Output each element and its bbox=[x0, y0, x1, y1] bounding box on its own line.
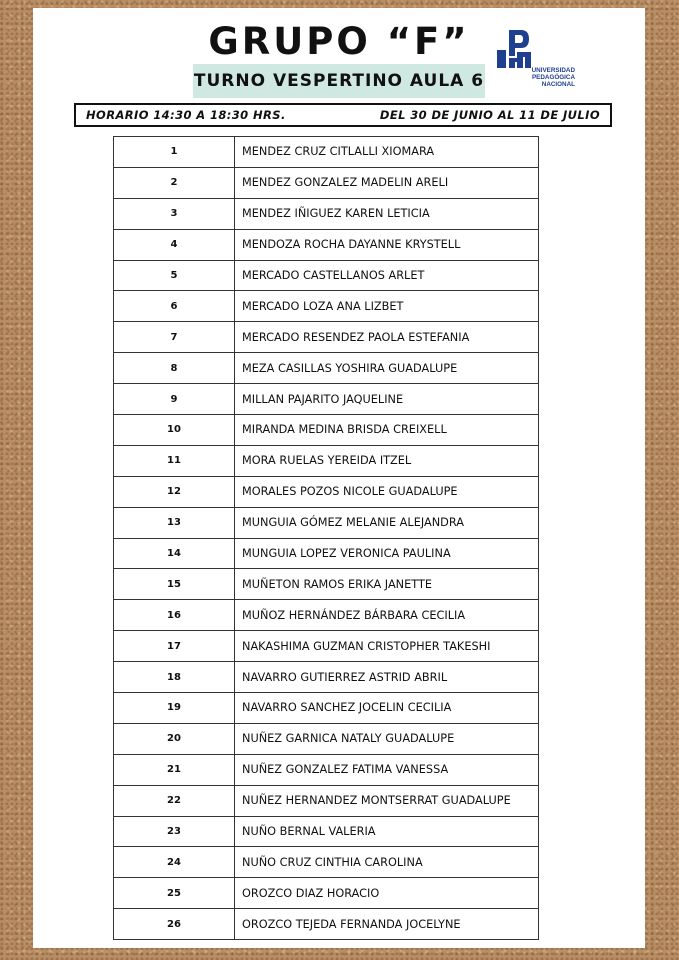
row-number: 22 bbox=[114, 785, 235, 816]
student-name: NAVARRO GUTIERREZ ASTRID ABRIL bbox=[235, 662, 539, 693]
student-name: MUNGUIA LOPEZ VERONICA PAULINA bbox=[235, 538, 539, 569]
table-row bbox=[114, 507, 539, 538]
table-row bbox=[114, 291, 539, 322]
university-logo bbox=[495, 26, 575, 96]
student-name: MERCADO LOZA ANA LIZBET bbox=[235, 291, 539, 322]
student-name: NUÑEZ GONZALEZ FATIMA VANESSA bbox=[235, 754, 539, 785]
table-row bbox=[114, 631, 539, 662]
row-number: 21 bbox=[114, 754, 235, 785]
table-row bbox=[114, 878, 539, 909]
table-row bbox=[114, 353, 539, 384]
logo-line: NACIONAL bbox=[541, 81, 575, 88]
date-range-text: DEL 30 DE JUNIO AL 11 DE JULIO bbox=[379, 108, 600, 122]
table-row bbox=[114, 229, 539, 260]
student-name: NUÑEZ GARNICA NATALY GUADALUPE bbox=[235, 723, 539, 754]
table-row bbox=[114, 569, 539, 600]
table-row bbox=[114, 600, 539, 631]
student-name: NUÑEZ HERNANDEZ MONTSERRAT GUADALUPE bbox=[235, 785, 539, 816]
logo-line: PEDAGÓGICA bbox=[531, 74, 575, 81]
row-number: 9 bbox=[114, 384, 235, 415]
row-number: 15 bbox=[114, 569, 235, 600]
table-row bbox=[114, 723, 539, 754]
row-number: 24 bbox=[114, 847, 235, 878]
student-roster-table bbox=[113, 136, 539, 940]
table-row bbox=[114, 662, 539, 693]
row-number: 17 bbox=[114, 631, 235, 662]
table-row bbox=[114, 384, 539, 415]
student-name: MILLAN PAJARITO JAQUELINE bbox=[235, 384, 539, 415]
student-name: MERCADO RESENDEZ PAOLA ESTEFANIA bbox=[235, 322, 539, 353]
schedule-text: HORARIO 14:30 A 18:30 HRS. bbox=[86, 108, 286, 122]
table-row bbox=[114, 847, 539, 878]
table-row bbox=[114, 538, 539, 569]
table-row bbox=[114, 198, 539, 229]
student-name: NUÑO CRUZ CINTHIA CAROLINA bbox=[235, 847, 539, 878]
row-number: 19 bbox=[114, 693, 235, 724]
row-number: 25 bbox=[114, 878, 235, 909]
document-sheet bbox=[33, 8, 645, 948]
row-number: 11 bbox=[114, 445, 235, 476]
row-number: 5 bbox=[114, 260, 235, 291]
row-number: 10 bbox=[114, 415, 235, 446]
student-name: NAKASHIMA GUZMAN CRISTOPHER TAKESHI bbox=[235, 631, 539, 662]
table-row bbox=[114, 816, 539, 847]
row-number: 6 bbox=[114, 291, 235, 322]
student-name: MUÑOZ HERNÁNDEZ BÁRBARA CECILIA bbox=[235, 600, 539, 631]
student-name: MERCADO CASTELLANOS ARLET bbox=[235, 260, 539, 291]
page-title: GRUPO “F” bbox=[208, 20, 470, 63]
row-number: 2 bbox=[114, 167, 235, 198]
table-row bbox=[114, 322, 539, 353]
student-name: MORA RUELAS YEREIDA ITZEL bbox=[235, 445, 539, 476]
table-row bbox=[114, 260, 539, 291]
schedule-bar bbox=[74, 103, 612, 127]
table-row bbox=[114, 476, 539, 507]
table-row bbox=[114, 909, 539, 940]
row-number: 16 bbox=[114, 600, 235, 631]
student-name: OROZCO DIAZ HORACIO bbox=[235, 878, 539, 909]
row-number: 1 bbox=[114, 137, 235, 168]
row-number: 23 bbox=[114, 816, 235, 847]
student-name: MUÑETON RAMOS ERIKA JANETTE bbox=[235, 569, 539, 600]
row-number: 14 bbox=[114, 538, 235, 569]
table-row bbox=[114, 693, 539, 724]
table-row bbox=[114, 137, 539, 168]
student-name: OROZCO TEJEDA FERNANDA JOCELYNE bbox=[235, 909, 539, 940]
row-number: 26 bbox=[114, 909, 235, 940]
logo-text bbox=[495, 67, 575, 88]
row-number: 3 bbox=[114, 198, 235, 229]
student-name: MORALES POZOS NICOLE GUADALUPE bbox=[235, 476, 539, 507]
subtitle-banner: TURNO VESPERTINO AULA 6 bbox=[193, 64, 485, 98]
row-number: 4 bbox=[114, 229, 235, 260]
table-row bbox=[114, 167, 539, 198]
student-name: MENDOZA ROCHA DAYANNE KRYSTELL bbox=[235, 229, 539, 260]
row-number: 13 bbox=[114, 507, 235, 538]
student-name: MENDEZ IÑIGUEZ KAREN LETICIA bbox=[235, 198, 539, 229]
student-name: MEZA CASILLAS YOSHIRA GUADALUPE bbox=[235, 353, 539, 384]
row-number: 20 bbox=[114, 723, 235, 754]
student-name: MUNGUIA GÓMEZ MELANIE ALEJANDRA bbox=[235, 507, 539, 538]
roster-body bbox=[114, 137, 539, 940]
student-name: MENDEZ GONZALEZ MADELIN ARELI bbox=[235, 167, 539, 198]
row-number: 18 bbox=[114, 662, 235, 693]
row-number: 7 bbox=[114, 322, 235, 353]
table-row bbox=[114, 415, 539, 446]
table-row bbox=[114, 785, 539, 816]
row-number: 12 bbox=[114, 476, 235, 507]
upn-logo-icon bbox=[495, 26, 575, 68]
row-number: 8 bbox=[114, 353, 235, 384]
student-name: MENDEZ CRUZ CITLALLI XIOMARA bbox=[235, 137, 539, 168]
student-name: NUÑO BERNAL VALERIA bbox=[235, 816, 539, 847]
table-row bbox=[114, 754, 539, 785]
student-name: NAVARRO SANCHEZ JOCELIN CECILIA bbox=[235, 693, 539, 724]
logo-line: UNIVERSIDAD bbox=[531, 67, 575, 74]
table-row bbox=[114, 445, 539, 476]
student-name: MIRANDA MEDINA BRISDA CREIXELL bbox=[235, 415, 539, 446]
